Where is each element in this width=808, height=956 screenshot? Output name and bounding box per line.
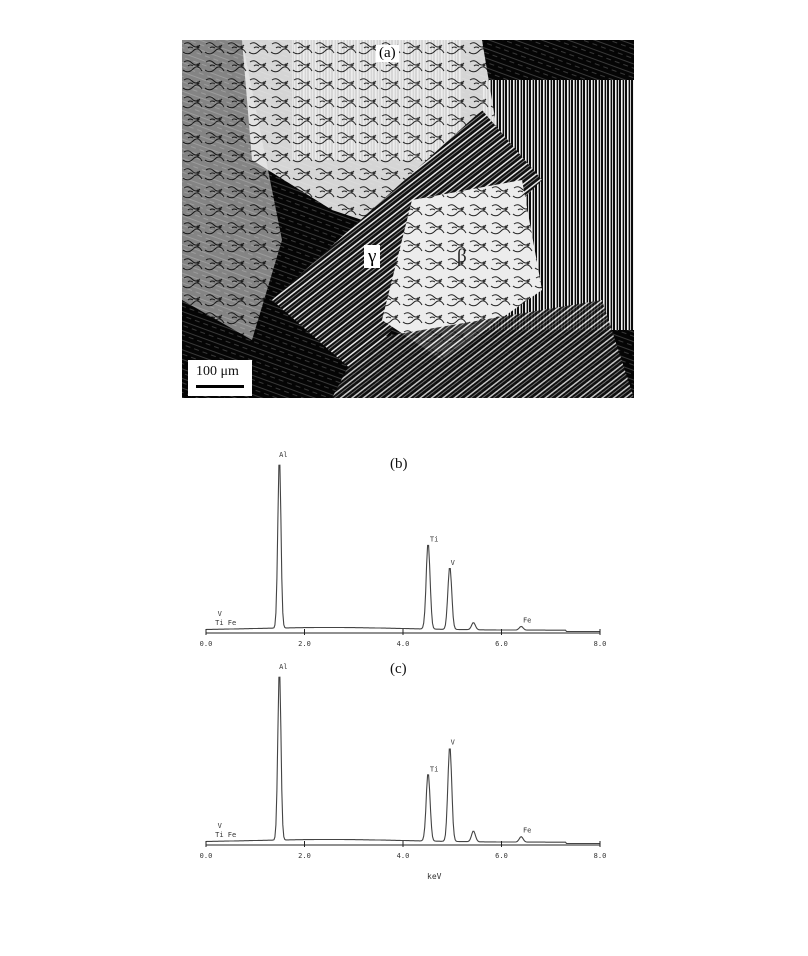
spectrum-b-x-tick-label: 0.0	[199, 640, 213, 648]
spectrum-c-low-label-tife: Ti Fe	[215, 831, 237, 839]
spectrum-b-x-tick-label: 6.0	[495, 640, 508, 648]
spectrum-b-peak-label-fe: Fe	[522, 616, 532, 625]
spectrum-c-series-line	[206, 677, 600, 843]
spectrum-c	[192, 656, 612, 886]
spectrum-b-x-tick-label: 4.0	[396, 640, 410, 648]
spectrum-c-peak-label-fe: Fe	[522, 826, 532, 835]
scale-bar	[188, 360, 252, 396]
spectrum-c-x-tick-label: 4.0	[396, 852, 410, 860]
spectrum-b-x-tick-label: 8.0	[593, 640, 607, 648]
spectrum-b-x-tick-label: 2.0	[298, 640, 311, 648]
spectrum-c-plot	[192, 656, 612, 872]
micrograph-image	[182, 40, 634, 398]
micrograph-texture	[182, 40, 634, 398]
spectrum-b-label: (b)	[390, 456, 408, 472]
spectrum-c-x-tick-label: 0.0	[199, 852, 213, 860]
spectrum-c-peak-label-al: Al	[279, 663, 288, 671]
beta-phase-label: β	[457, 246, 467, 267]
panel-a-label: (a)	[376, 45, 399, 62]
spectrum-c-peak-label-v: V	[450, 738, 455, 747]
spectrum-c-x-tick-label: 8.0	[593, 852, 607, 860]
spectrum-b	[192, 444, 612, 660]
gamma-phase-label: γ	[364, 245, 380, 268]
scale-bar-line	[196, 385, 244, 388]
x-axis-label: keV	[427, 872, 442, 881]
spectrum-c-peak-label-ti: Ti	[429, 765, 439, 774]
spectrum-b-low-label-v: V	[217, 610, 222, 618]
spectrum-c-x-tick-label: 2.0	[298, 852, 311, 860]
spectrum-b-plot	[192, 444, 612, 660]
spectrum-c-low-label-v: V	[217, 822, 222, 830]
spectrum-b-peak-label-al: Al	[279, 451, 288, 459]
spectrum-b-low-label-tife: Ti Fe	[215, 619, 237, 627]
spectrum-c-label: (c)	[390, 661, 407, 677]
spectrum-b-peak-label-ti: Ti	[429, 535, 439, 544]
spectrum-b-peak-label-v: V	[450, 559, 455, 567]
spectrum-b-series-line	[206, 465, 600, 631]
spectrum-c-x-tick-label: 6.0	[495, 852, 508, 860]
scale-bar-text: 100 μm	[196, 364, 239, 379]
